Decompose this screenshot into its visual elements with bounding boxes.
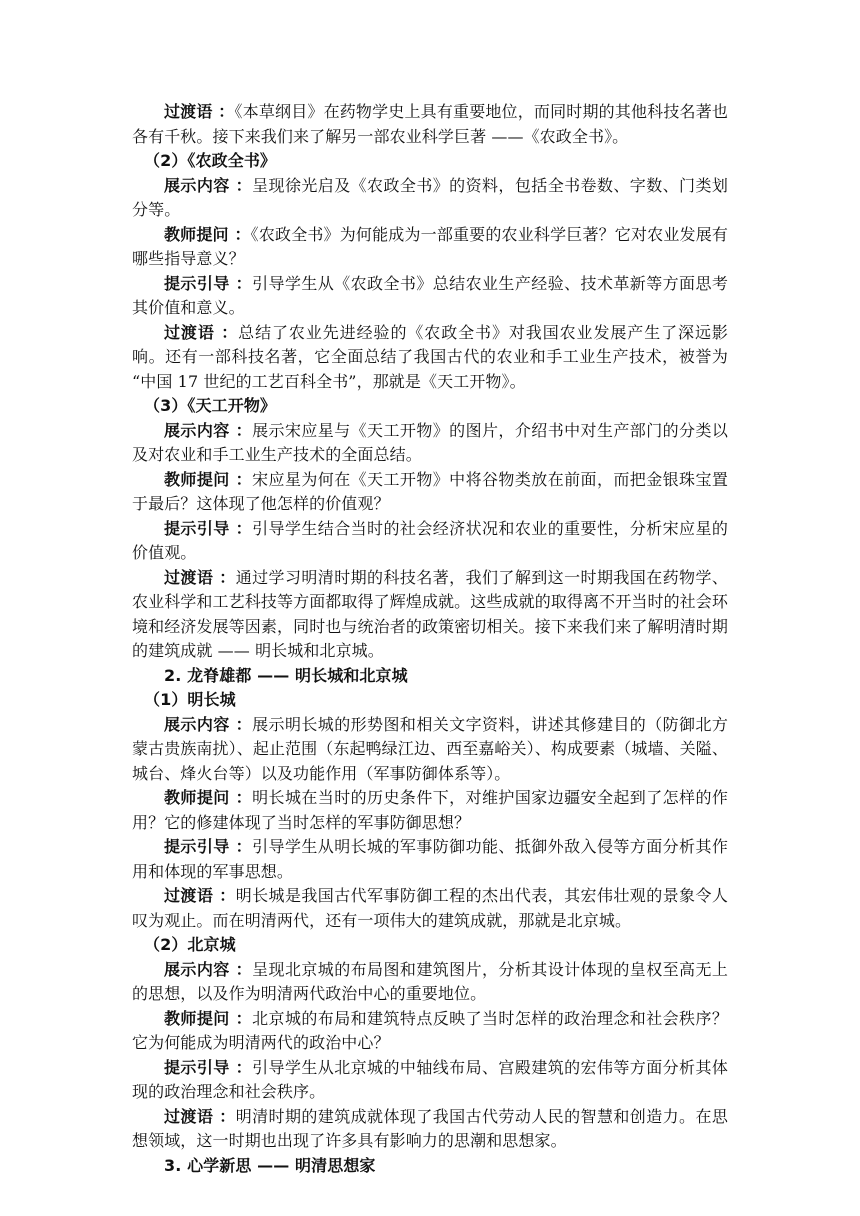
paragraph <box>132 566 728 664</box>
paragraph-label: 过渡语 ： <box>164 322 239 342</box>
paragraph-label: 教师提问 ： <box>164 224 251 244</box>
paragraph-label: 展示内容 ： <box>164 420 253 440</box>
paragraph <box>132 786 728 835</box>
paragraph <box>132 468 728 517</box>
paragraph-text: 宋应星为何在《天工开物》中将谷物类放在前面，而把金银珠宝置于最后？这体现了他怎样的价值观？ <box>132 469 729 513</box>
paragraph <box>132 835 728 884</box>
section-heading: 3. 心学新思 —— 明清思想家 <box>164 1155 376 1175</box>
paragraph <box>132 223 728 272</box>
paragraph <box>132 174 728 223</box>
paragraph-text: 《本草纲目》在药物学史上具有重要地位，而同时期的其他科技名著也各有千秋。接下来我们来了解另一部农业科学巨著 ——《农政全书》。 <box>132 102 728 146</box>
paragraph-label: 过渡语 ： <box>164 102 235 121</box>
paragraph-text: 呈现徐光启及《农政全书》的资料，包括全书卷数、字数、门类划分等。 <box>132 175 729 219</box>
paragraph-text: 明长城是我国古代军事防御工程的杰出代表，其宏伟壮观的景象令人叹为观止。而在明清两代，还有一项伟大的建筑成就，那就是北京城。 <box>132 886 728 930</box>
subsection-heading: （3）《天工开物》 <box>144 396 277 415</box>
paragraph <box>132 1056 728 1105</box>
paragraph-label: 过渡语 ： <box>164 567 236 587</box>
paragraph-text: 引导学生从《农政全书》总结农业生产经验、技术革新等方面思考其价值和意义。 <box>132 273 729 317</box>
paragraph-text: 总结了农业先进经验的《农政全书》对我国农业发展产生了深远影响。还有一部科技名著，它全面总结了我国古代的农业和手工业生产技术，被誉为 “中国 17 世纪的工艺百科全书”，那就是《天工开物》。 <box>132 322 728 391</box>
paragraph <box>132 713 728 787</box>
paragraph <box>132 958 728 1007</box>
paragraph-text: 明长城在当时的历史条件下，对维护国家边疆安全起到了怎样的作用？它的修建体现了当时怎样的军事防御思想？ <box>132 788 729 832</box>
paragraph-text: 展示明长城的形势图和相关文字资料，讲述其修建目的（防御北方蒙古贵族南扰）、起止范围（东起鸭绿江边、西至嘉峪关）、构成要素（城墙、关隘、城台、烽火台等）以及功能作用（军事防御体系等）。 <box>132 714 729 783</box>
subsection-heading: （1）明长城 <box>144 690 236 709</box>
subsection-heading: （2）《农政全书》 <box>144 151 277 170</box>
section-heading: 2. 龙脊雄都 —— 明长城和北京城 <box>164 665 408 685</box>
paragraph-text: 呈现北京城的布局图和建筑图片，分析其设计体现的皇权至高无上的思想，以及作为明清两代政治中心的重要地位。 <box>132 959 729 1003</box>
paragraph <box>132 517 728 566</box>
subsection-heading: （2）北京城 <box>144 935 236 954</box>
document-body <box>132 100 728 1178</box>
paragraph <box>132 100 728 149</box>
paragraph-label: 展示内容 ： <box>164 959 253 979</box>
paragraph-text: 北京城的布局和建筑特点反映了当时怎样的政治理念和社会秩序？它为何能成为明清两代的政治中心？ <box>132 1008 729 1052</box>
paragraph-label: 教师提问 ： <box>164 469 253 489</box>
paragraph <box>132 321 728 395</box>
paragraph-label: 教师提问 ： <box>164 788 253 807</box>
paragraph <box>132 1007 728 1056</box>
paragraph-label: 过渡语 ： <box>164 1106 236 1126</box>
paragraph-text: 通过学习明清时期的科技名著，我们了解到这一时期我国在药物学、农业科学和工艺科技等方面都取得了辉煌成就。这些成就的取得离不开当时的社会环境和经济发展等因素，同时也与统治者的政策密切相关。接下来我们来了解明清时期的建筑成就 —— 明长城和北京城。 <box>132 567 728 660</box>
paragraph-label: 教师提问 ： <box>164 1008 253 1028</box>
paragraph-text: 明清时期的建筑成就体现了我国古代劳动人民的智慧和创造力。在思想领域，这一时期也出现了许多具有影响力的思潮和思想家。 <box>132 1106 728 1150</box>
paragraph-text: 引导学生结合当时的社会经济状况和农业的重要性，分析宋应星的价值观。 <box>132 518 729 562</box>
paragraph <box>132 884 728 933</box>
paragraph-label: 提示引导 ： <box>164 273 253 293</box>
paragraph <box>132 419 728 468</box>
paragraph <box>132 272 728 321</box>
paragraph-label: 展示内容 ： <box>164 175 253 195</box>
paragraph-label: 提示引导 ： <box>164 1057 253 1077</box>
paragraph-label: 展示内容 ： <box>164 714 253 734</box>
paragraph <box>132 1105 728 1154</box>
paragraph-label: 提示引导 ： <box>164 518 253 538</box>
paragraph-text: 《农政全书》为何能成为一部重要的农业科学巨著？它对农业发展有哪些指导意义？ <box>132 224 728 268</box>
paragraph-label: 提示引导 ： <box>164 837 253 856</box>
paragraph-label: 过渡语 ： <box>164 886 236 905</box>
paragraph-text: 引导学生从明长城的军事防御功能、抵御外敌入侵等方面分析其作用和体现的军事思想。 <box>132 837 729 881</box>
paragraph-text: 展示宋应星与《天工开物》的图片，介绍书中对生产部门的分类以及对农业和手工业生产技术的全面总结。 <box>132 420 729 464</box>
paragraph-text: 引导学生从北京城的中轴线布局、宫殿建筑的宏伟等方面分析其体现的政治理念和社会秩序。 <box>132 1057 729 1101</box>
